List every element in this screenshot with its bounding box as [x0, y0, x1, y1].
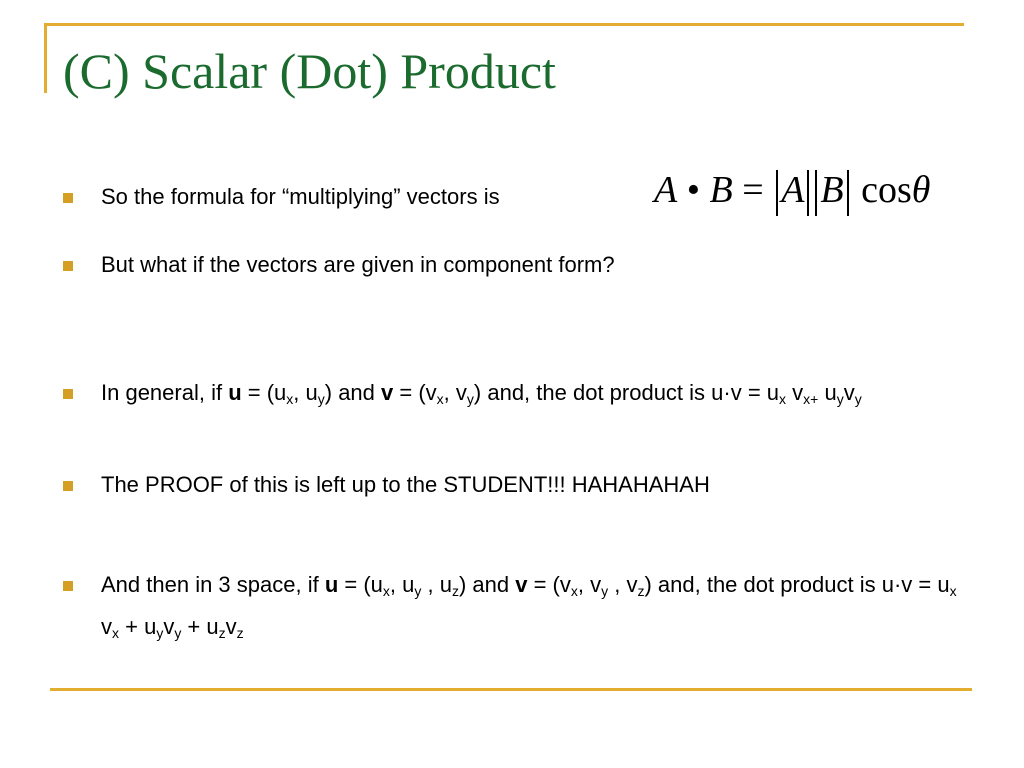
formula-abs-a: A [781, 169, 805, 211]
bullet-marker [63, 481, 73, 491]
bullet-marker [63, 193, 73, 203]
formula-abs-b: B [820, 169, 844, 211]
frame-left-line [44, 23, 47, 93]
slide-title: (C) Scalar (Dot) Product [63, 43, 556, 99]
formula-dot: • [686, 169, 701, 211]
bullet-text: But what if the vectors are given in component form? [101, 252, 615, 277]
formula-b: B [709, 169, 733, 211]
frame-bottom-line [50, 688, 972, 691]
formula-cos: cos [861, 169, 912, 211]
bullet-text: In general, if $u = (u_x$, $u_y$) and $v = (v_x$, $v_y$) and, the dot product is $u\cdot v = u_x$ $v_{x+}$ $u_yv_y$ [101, 380, 862, 407]
formula-a: A [654, 169, 678, 211]
frame-top-line [44, 23, 964, 26]
bullet-marker [63, 581, 73, 591]
bullet-text: And then in 3 space, if $u = (u_x$, $u_y$ , $u_z$) and $v = (v_x$, $v_y$ , $v_z$) and, the dot product is $u\cdot v = u_x$ $v_x + u_yv_y + u_zv_z$ [101, 572, 957, 641]
bullet-marker [63, 261, 73, 271]
bullet-marker [63, 389, 73, 399]
formula-theta: θ [911, 169, 931, 211]
bullet-text: The PROOF of this is left up to the STUDENT!!! HAHAHAHAH [101, 472, 710, 497]
formula-equals: = [742, 169, 764, 211]
bullet-text: So the formula for “multiplying” vectors is [101, 184, 500, 209]
